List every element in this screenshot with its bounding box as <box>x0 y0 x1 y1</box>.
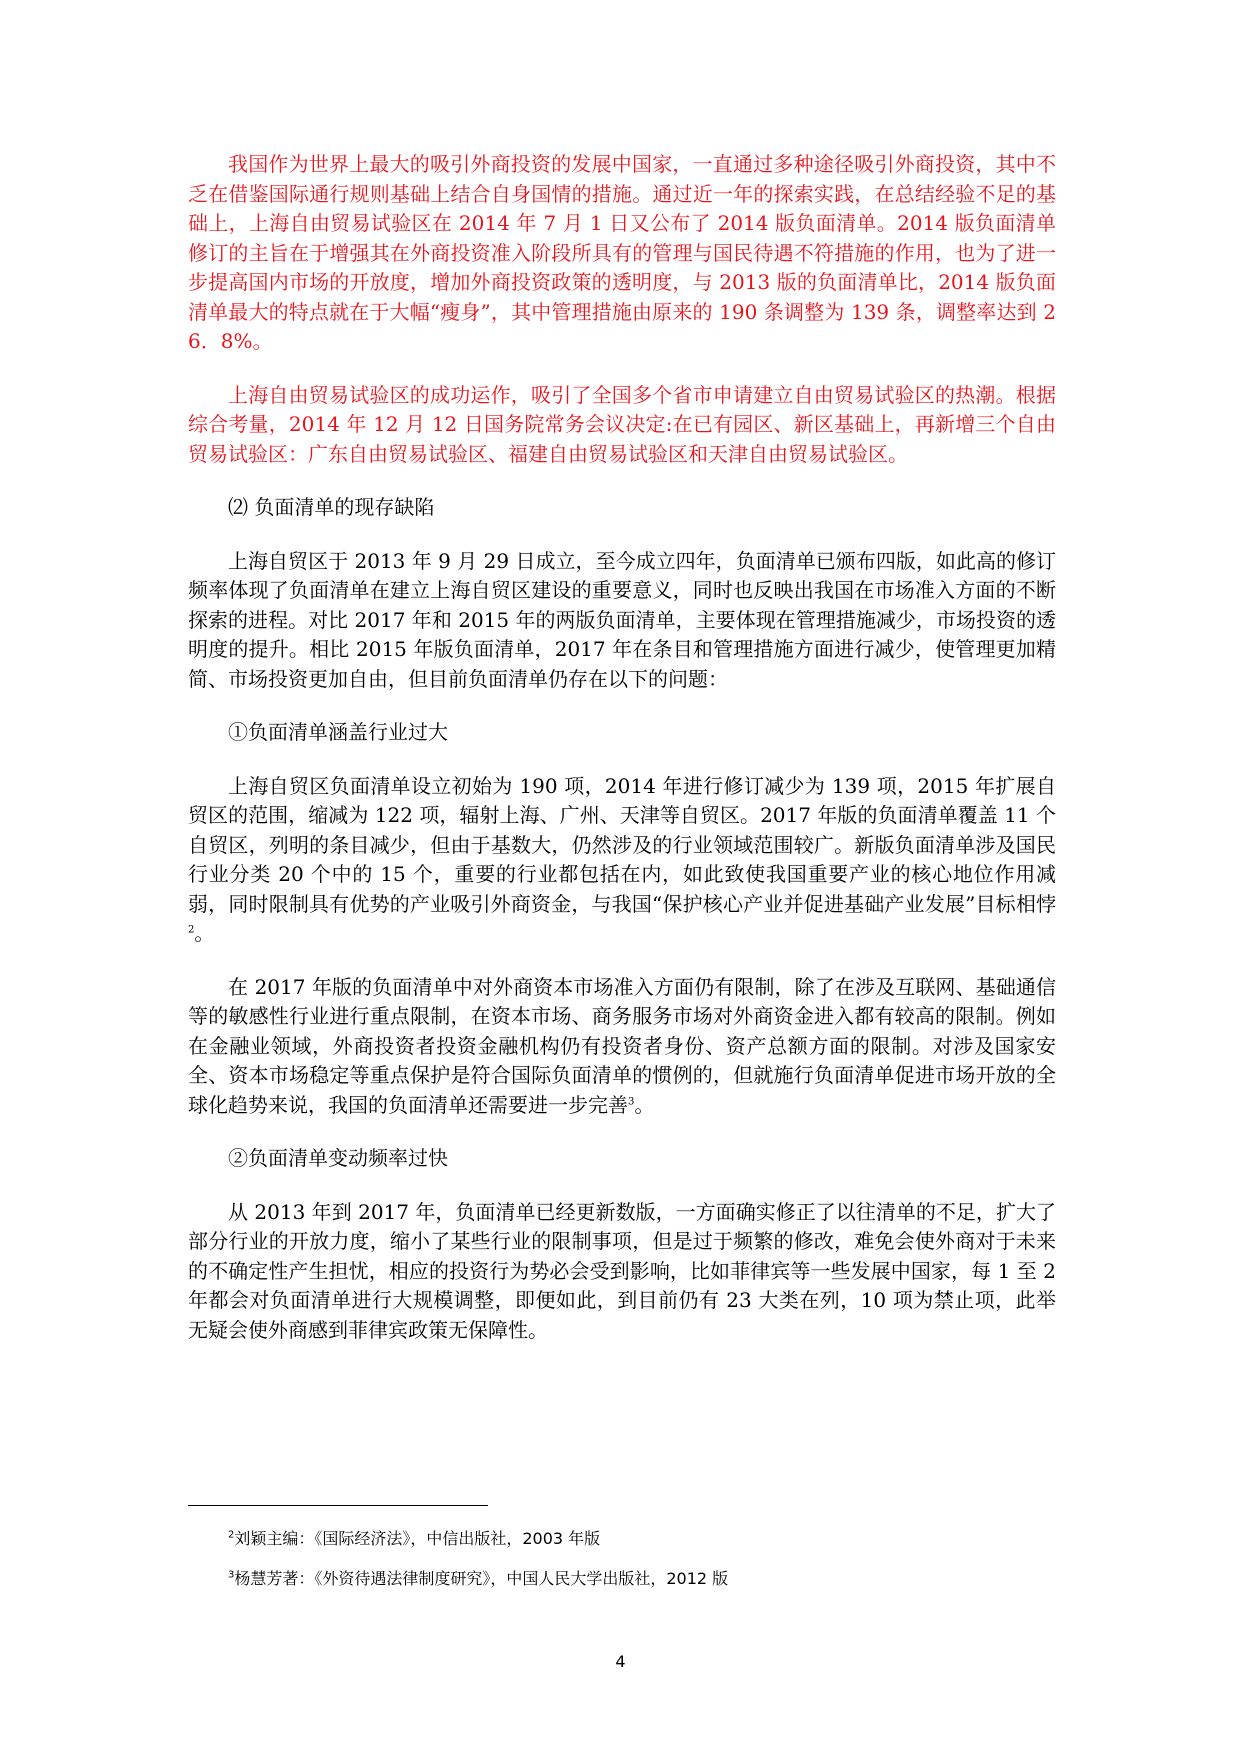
subheading-change-too-frequent: ②负面清单变动频率过快 <box>228 1146 448 1170</box>
page-number: 4 <box>615 1652 626 1671</box>
body-text <box>188 150 1056 1369</box>
footnote-ref-3[interactable]: 3 <box>628 1095 635 1107</box>
footnote-ref-2[interactable]: 2 <box>188 924 195 936</box>
section-heading-existing-defects: ⑵ 负面清单的现存缺陷 <box>228 495 435 519</box>
footnote-2-text: 刘颖主编：《国际经济法》，中信出版社，2003 年版 <box>234 1529 601 1548</box>
paragraph-coverage-end: 。 <box>194 921 215 945</box>
paragraph-coverage-text: 上海自贸区负面清单设立初始为 190 项，2014 年进行修订减少为 139 项，2015 年扩展自贸区的范围，缩减为 122 项，辐射上海、广州、天津等自贸区。2017 年版的负面清单覆盖 11 个自贸区，列明的条目减少，但由于基数大，仍然涉及的行业领域范围较广。新版负面清单涉及国民行业分类 20 个中的 15 个，重要的行业都包括在内，如此致使我国重要产业的核心地位作用减弱，同时限制具有优势的产业吸引外商资金，与我国“保护核心产业并促进基础产业发展”目标相悖 <box>188 773 1056 916</box>
footnote-3-number: 3 <box>228 1569 235 1581</box>
paragraph-negative-list-2014: 我国作为世界上最大的吸引外商投资的发展中国家，一直通过多种途径吸引外商投资，其中不乏在借鉴国际通行规则基础上结合自身国情的措施。通过近一年的探索实践，在总结经验不足的基础上，上海自由贸易试验区在 2014 年 7 月 1 日又公布了 2014 版负面清单。2014 版负面清单修订的主旨在于增强其在外商投资准入阶段所具有的管理与国民待遇不符措施的作用，也为了进一步提高国内市场的开放度，增加外商投资政策的透明度，与 2013 版的负面清单比，2014 版负面清单最大的特点就在于大幅“瘦身”，其中管理措施由原来的 190 条调整为 139 条，调整率达到 26．8%。 <box>188 152 1056 353</box>
footnote-3 <box>228 1567 1028 1591</box>
paragraph-coverage <box>188 772 1056 949</box>
footnote-3-text: 杨慧芳著：《外资待遇法律制度研究》，中国人民大学出版社，2012 版 <box>234 1569 729 1588</box>
paragraph-change-frequency: 从 2013 年到 2017 年，负面清单已经更新数版，一方面确实修正了以往清单的不足，扩大了部分行业的开放力度，缩小了某些行业的限制事项，但是过于频繁的修改，难免会使外商对于未来的不确定性产生担忧，相应的投资行为势必会受到影响，比如菲律宾等一些发展中国家，每 1 至 2 年都会对负面清单进行大规模调整，即便如此，到目前仍有 23 大类在列，10 项为禁止项，此举无疑会使外商感到菲律宾政策无保障性。 <box>188 1199 1056 1342</box>
paragraph-revision-history: 上海自贸区于 2013 年 9 月 29 日成立，至今成立四年，负面清单已颁布四版，如此高的修订频率体现了负面清单在建立上海自贸区建设的重要意义，同时也反映出我国在市场准入方面的不断探索的进程。对比 2017 年和 2015 年的两版负面清单，主要体现在管理措施减少，市场投资的透明度的提升。相比 2015 年版负面清单，2017 年在条目和管理措施方面进行减少，使管理更加精简、市场投资更加自由，但目前负面清单仍存在以下的问题： <box>188 548 1056 691</box>
footnote-separator <box>188 1505 488 1506</box>
paragraph-market-access-text: 在 2017 年版的负面清单中对外商资本市场准入方面仍有限制，除了在涉及互联网、基础通信等的敏感性行业进行重点限制，在资本市场、商务服务市场对外商资金进入都有较高的限制。例如在金融业领域，外商投资者投资金融机构仍有投资者身份、资产总额方面的限制。对涉及国家安全、资本市场稳定等重点保护是符合国际负面清单的惯例的，但就施行负面清单促进市场开放的全球化趋势来说，我国的负面清单还需要进一步完善 <box>188 974 1056 1117</box>
paragraph-market-access <box>188 973 1056 1121</box>
paragraph-new-free-trade-zones: 上海自由贸易试验区的成功运作，吸引了全国多个省市申请建立自由贸易试验区的热潮。根据综合考量，2014 年 12 月 12 日国务院常务会议决定:在已有园区、新区基础上，再新增三个自由贸易试验区：广东自由贸易试验区、福建自由贸易试验区和天津自由贸易试验区。 <box>188 382 1056 466</box>
footnotes <box>228 1527 1028 1607</box>
footnote-2-number: 2 <box>228 1529 235 1541</box>
footnote-2 <box>228 1527 1028 1551</box>
paragraph-market-access-end: 。 <box>634 1092 655 1117</box>
subheading-coverage-too-broad: ①负面清单涵盖行业过大 <box>228 720 448 744</box>
